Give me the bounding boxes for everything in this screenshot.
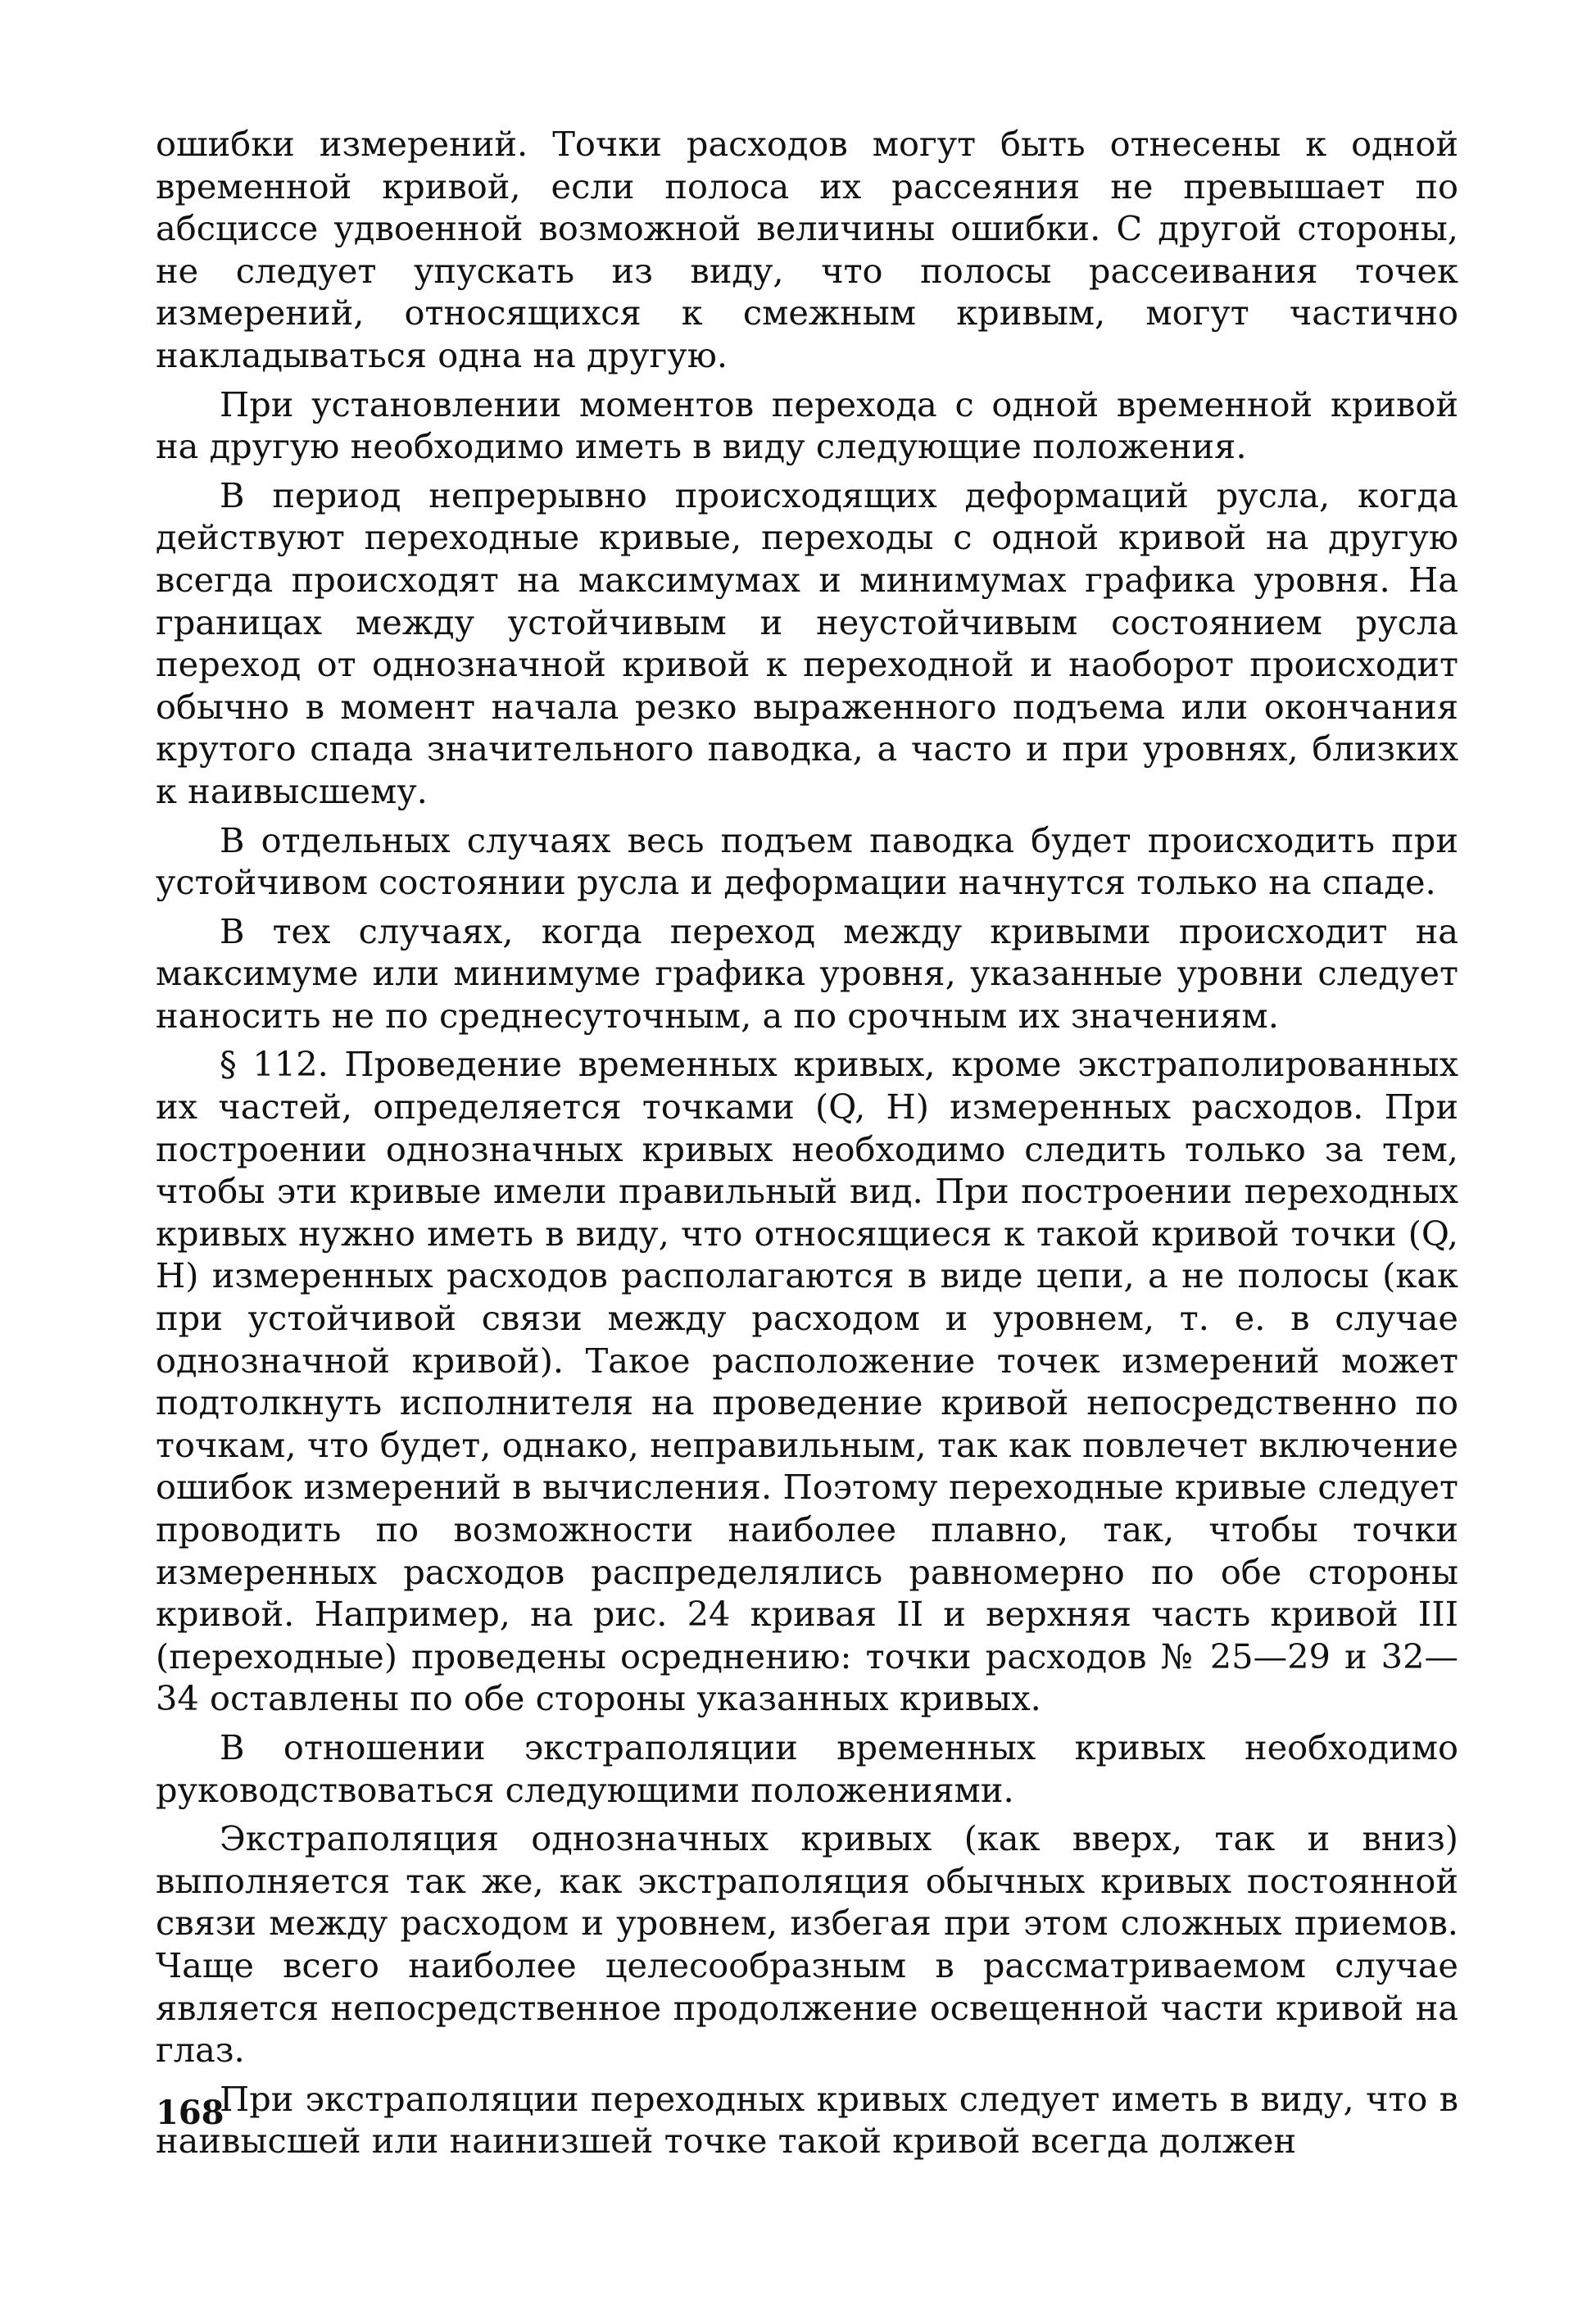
paragraph: Экстраполяция однозначных кривых (как вверх, так и вниз) выполняется так же, как экстраполяция обычных кривых постоянной связи между расходом и уровнем, избегая при этом сложных приемов. Чаще всего наиболее целесообразным в рассматриваемом случае является непосредственное продолжение освещенной части кривой на глаз. xyxy=(156,1818,1458,2071)
page-body xyxy=(156,123,1458,2169)
paragraph: В период непрерывно происходящих деформаций русла, когда действуют переходные кривые, переходы с одной кривой на другую всегда происходят на максимумах и минимумах графика уровня. На границах между устойчивым и неустойчивым состоянием русла переход от однозначной кривой к переходной и наоборот происходит обычно в момент начала резко выраженного подъема или окончания крутого спада значительного паводка, а часто и при уровнях, близких к наивысшему. xyxy=(156,474,1458,811)
paragraph: В отношении экстраполяции временных кривых необходимо руководствоваться следующими положениями. xyxy=(156,1726,1458,1810)
paragraph-continuation: ошибки измерений. Точки расходов могут быть отнесены к одной временной кривой, если полоса их рассеяния не превышает по абсциссе удвоенной возможной величины ошибки. С другой стороны, не следует упускать из виду, что полосы рассеивания точек измерений, относящихся к смежным кривым, могут частично накладываться одна на другую. xyxy=(156,124,1458,375)
paragraph: При экстраполяции переходных кривых следует иметь в виду, что в наивысшей или наинизшей точке такой кривой всегда должен xyxy=(156,2078,1458,2162)
section-112-paragraph: § 112. Проведение временных кривых, кроме экстраполированных их частей, определяется точками (Q, H) измеренных расходов. При построении однозначных кривых необходимо следить только за тем, чтобы эти кривые имели правильный вид. При построении переходных кривых нужно иметь в виду, что относящиеся к такой кривой точки (Q, H) измеренных расходов располагаются в виде цепи, а не полосы (как при устойчивой связи между расходом и уровнем, т. е. в случае однозначной кривой). Такое расположение точек измерений может подтолкнуть исполнителя на проведение кривой непосредственно по точкам, что будет, однако, неправильным, так как повлечет включение ошибок измерений в вычисления. Поэтому переходные кривые следует проводить по возможности наиболее плавно, так, чтобы точки измеренных расходов распределялись равномерно по обе стороны кривой. Например, на рис. 24 кривая II и верхняя часть кривой III (переходные) проведены осреднению: точки расходов № 25—29 и 32—34 оставлены по обе стороны указанных кривых. xyxy=(156,1044,1458,1719)
paragraph: При установлении моментов перехода с одной временной кривой на другую необходимо иметь в виду следующие положения. xyxy=(156,383,1458,467)
paragraph: В тех случаях, когда переход между кривыми происходит на максимуме или минимуме графика уровня, указанные уровни следует наносить не по среднесуточным, а по срочным их значениям. xyxy=(156,910,1458,1036)
paragraph: В отдельных случаях весь подъем паводка будет происходить при устойчивом состоянии русла и деформации начнутся только на спаде. xyxy=(156,819,1458,903)
page-number: 168 xyxy=(156,2094,224,2132)
